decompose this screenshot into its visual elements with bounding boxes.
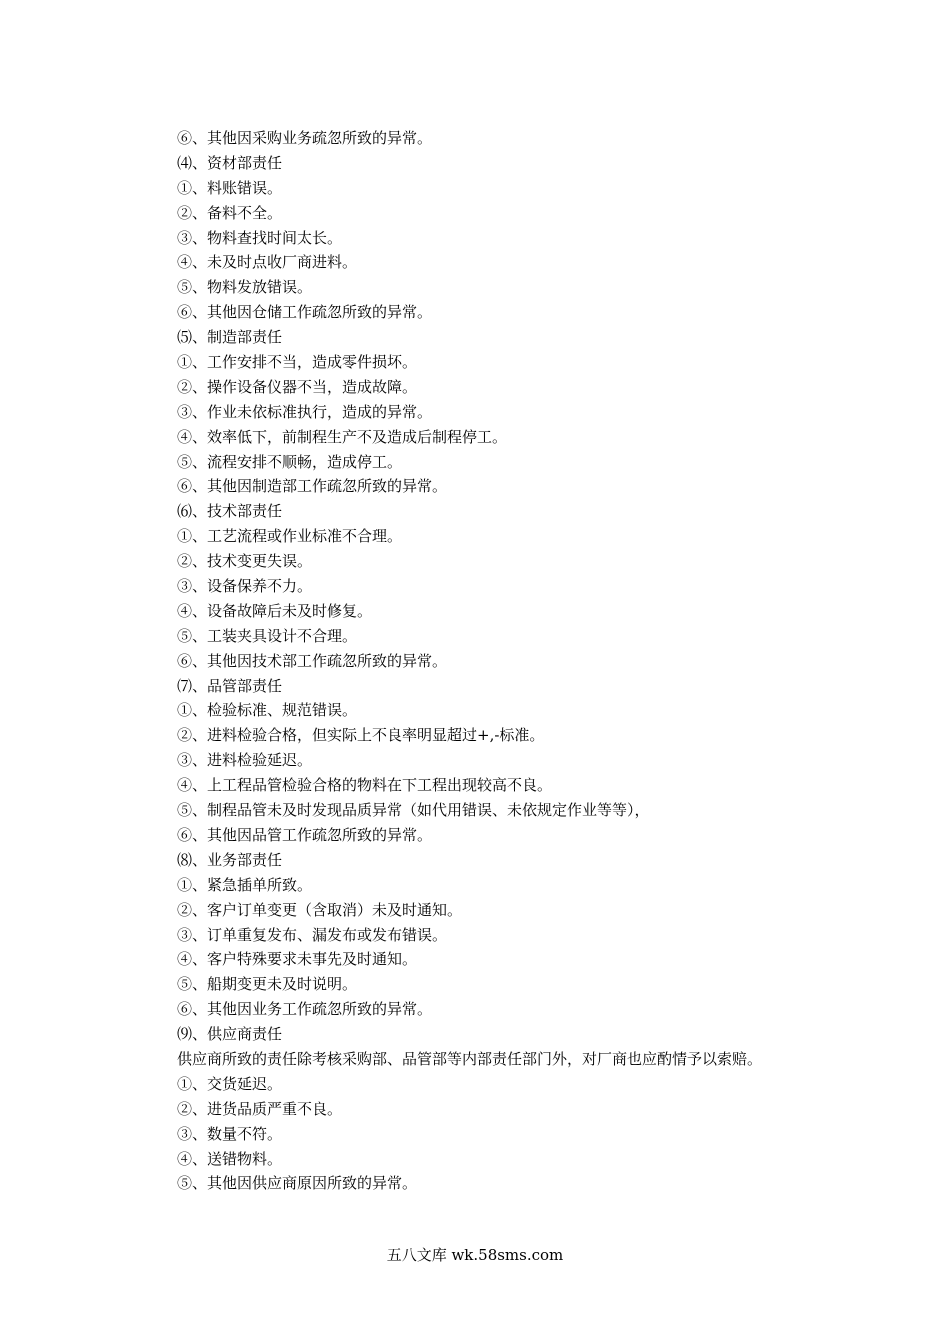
- list-item: ①、工作安排不当，造成零件损坏。: [177, 353, 418, 372]
- list-item: ②、技术变更失误。: [177, 552, 313, 571]
- list-item: ③、作业未依标准执行，造成的异常。: [177, 402, 433, 421]
- list-item: ⑤、物料发放错误。: [177, 278, 313, 297]
- list-item: ⑤、制程品管未及时发现品质异常（如代用错误、未依规定作业等等），: [177, 801, 650, 820]
- list-item: ②、操作设备仪器不当，造成故障。: [177, 377, 418, 396]
- list-item: ③、订单重复发布、漏发布或发布错误。: [177, 925, 448, 944]
- list-item: ③、设备保养不力。: [177, 577, 313, 596]
- list-item: ⑼、供应商责任: [177, 1025, 283, 1044]
- list-item: ⑤、船期变更未及时说明。: [177, 975, 358, 994]
- list-item: ⑻、业务部责任: [177, 850, 283, 869]
- list-item: ④、效率低下，前制程生产不及造成后制程停工。: [177, 427, 508, 446]
- supplier-paragraph: 供应商所致的责任除考核采购部、品管部等内部责任部门外，对厂商也应酌情予以索赔。: [177, 1049, 763, 1068]
- list-item: ④、未及时点收厂商进料。: [177, 253, 358, 272]
- list-item: ⑤、工装夹具设计不合理。: [177, 626, 358, 645]
- list-item: ⑷、资材部责任: [177, 153, 283, 172]
- list-item: ②、进料检验合格，但实际上不良率明显超过+,-标准。: [177, 726, 545, 745]
- list-item: ④、送错物料。: [177, 1149, 283, 1168]
- list-item: ②、进货品质严重不良。: [177, 1099, 343, 1118]
- list-item: ⑥、其他因业务工作疏忽所致的异常。: [177, 1000, 433, 1019]
- list-item: ④、客户特殊要求未事先及时通知。: [177, 950, 418, 969]
- list-item: ③、物料查找时间太长。: [177, 228, 343, 247]
- list-item: ①、交货延迟。: [177, 1074, 283, 1093]
- list-item: ⑥、其他因制造部工作疏忽所致的异常。: [177, 477, 448, 496]
- list-item: ⑺、品管部责任: [177, 676, 283, 695]
- supplier-responsibility-list: [143, 1072, 811, 1196]
- list-item: ⑤、流程安排不顺畅，造成停工。: [177, 452, 403, 471]
- list-item: ①、检验标准、规范错误。: [177, 701, 358, 720]
- list-item: ⑥、其他因技术部工作疏忽所致的异常。: [177, 651, 448, 670]
- page-footer: 五八文库 wk.58sms.com: [386, 1246, 564, 1264]
- list-item: ⑥、其他因仓储工作疏忽所致的异常。: [177, 303, 433, 322]
- list-item: ③、进料检验延迟。: [177, 751, 313, 770]
- list-item: ①、料账错误。: [177, 178, 283, 197]
- list-item: ⑤、其他因供应商原因所致的异常。: [177, 1174, 418, 1193]
- list-item: ⑥、其他因品管工作疏忽所致的异常。: [177, 825, 433, 844]
- list-item: ①、紧急插单所致。: [177, 875, 313, 894]
- list-item: ⑸、制造部责任: [177, 328, 283, 347]
- list-item: ②、备料不全。: [177, 203, 283, 222]
- list-item: ③、数量不符。: [177, 1124, 283, 1143]
- document-body: [143, 126, 811, 1196]
- list-item: ①、工艺流程或作业标准不合理。: [177, 527, 403, 546]
- list-item: ④、上工程品管检验合格的物料在下工程出现较高不良。: [177, 776, 553, 795]
- list-item: ⑹、技术部责任: [177, 502, 283, 521]
- list-item: ⑥、其他因采购业务疏忽所致的异常。: [177, 129, 433, 147]
- list-item: ②、客户订单变更（含取消）未及时通知。: [177, 900, 463, 919]
- responsibility-list: [143, 126, 811, 1047]
- list-item: ④、设备故障后未及时修复。: [177, 601, 373, 620]
